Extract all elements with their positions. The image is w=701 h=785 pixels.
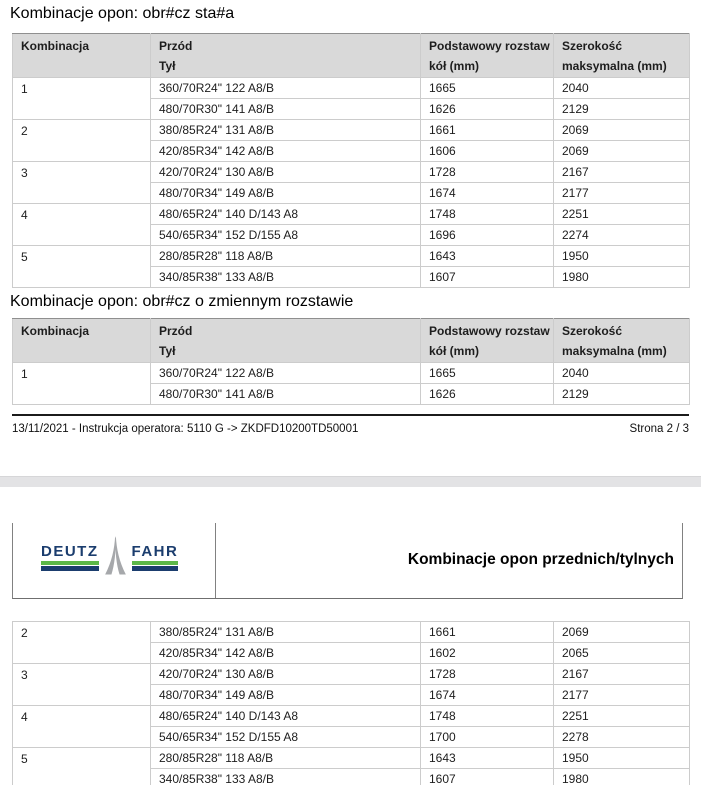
combination-cell: 3 <box>13 162 151 204</box>
width-cell: 2167 <box>554 664 690 685</box>
width-cell: 2251 <box>554 204 690 225</box>
tire-cell: 340/85R38" 133 A8/B <box>151 769 421 785</box>
tire-cell: 420/85R34" 142 A8/B <box>151 643 421 664</box>
width-cell: 2129 <box>554 99 690 120</box>
track-cell: 1606 <box>421 141 554 162</box>
column-header-track: Podstawowy rozstaw kół (mm) <box>421 319 554 363</box>
track-cell: 1748 <box>421 204 554 225</box>
combination-cell: 1 <box>13 363 151 405</box>
logo-word-fahr: FAHR <box>132 544 179 571</box>
tire-cell: 480/65R24" 140 D/143 A8 <box>151 204 421 225</box>
table-row <box>13 622 690 643</box>
page2-title: Kombinacje opon przednich/tylnych <box>407 551 674 568</box>
table-header-row <box>13 319 690 363</box>
width-cell: 1980 <box>554 267 690 288</box>
track-cell: 1728 <box>421 162 554 183</box>
footer-divider <box>12 414 689 416</box>
logo-navy-stripe <box>132 566 179 571</box>
section-heading-variable-rim: Kombinacje opon: obr#cz o zmiennym rozstawie <box>10 293 354 310</box>
column-header-track: Podstawowy rozstaw kół (mm) <box>421 34 554 78</box>
width-cell: 2065 <box>554 643 690 664</box>
tire-cell: 420/70R24" 130 A8/B <box>151 162 421 183</box>
tire-cell: 540/65R34" 152 D/155 A8 <box>151 225 421 246</box>
tire-cell: 480/70R34" 149 A8/B <box>151 685 421 706</box>
column-header-max-width: Szerokość maksymalna (mm) <box>554 319 690 363</box>
tire-cell: 380/85R24" 131 A8/B <box>151 622 421 643</box>
width-cell: 2274 <box>554 225 690 246</box>
width-cell: 2278 <box>554 727 690 748</box>
continuation-table <box>12 621 690 785</box>
track-cell: 1626 <box>421 99 554 120</box>
table-header <box>13 319 690 363</box>
track-cell: 1643 <box>421 246 554 267</box>
track-cell: 1665 <box>421 363 554 384</box>
table-header <box>13 34 690 78</box>
column-header-front-rear: Przód Tył <box>151 34 421 78</box>
logo-green-stripe <box>132 561 179 565</box>
track-cell: 1626 <box>421 384 554 405</box>
logo-word-deutz: DEUTZ <box>41 544 99 571</box>
track-cell: 1696 <box>421 225 554 246</box>
table-row <box>13 706 690 727</box>
tire-cell: 540/65R34" 152 D/155 A8 <box>151 727 421 748</box>
tire-cell: 480/65R24" 140 D/143 A8 <box>151 706 421 727</box>
table-row <box>13 204 690 225</box>
combination-cell: 3 <box>13 664 151 706</box>
page-separator-band <box>0 476 701 487</box>
tire-cell: 480/70R30" 141 A8/B <box>151 99 421 120</box>
track-cell: 1674 <box>421 183 554 204</box>
track-cell: 1607 <box>421 267 554 288</box>
combination-cell: 2 <box>13 120 151 162</box>
table-row <box>13 363 690 384</box>
tire-cell: 280/85R28" 118 A8/B <box>151 748 421 769</box>
combination-cell: 5 <box>13 748 151 785</box>
width-cell: 2167 <box>554 162 690 183</box>
track-cell: 1674 <box>421 685 554 706</box>
tire-cell: 480/70R34" 149 A8/B <box>151 183 421 204</box>
track-cell: 1700 <box>421 727 554 748</box>
combination-cell: 1 <box>13 78 151 120</box>
width-cell: 2129 <box>554 384 690 405</box>
page-title: Kombinacje opon: obr#cz sta#a <box>10 5 235 22</box>
column-header-front-rear: Przód Tył <box>151 319 421 363</box>
width-cell: 1980 <box>554 769 690 785</box>
track-cell: 1661 <box>421 120 554 141</box>
footer-document-info: 13/11/2021 - Instrukcja operatora: 5110 G -> ZKDFD10200TD50001 <box>12 423 359 435</box>
table-header-row <box>13 34 690 78</box>
table-row <box>13 78 690 99</box>
logo-green-stripe <box>41 561 99 565</box>
column-header-combination: Kombinacja <box>13 319 151 363</box>
logo-navy-stripe <box>41 566 99 571</box>
table-row <box>13 664 690 685</box>
page2-header-box <box>12 523 683 599</box>
width-cell: 2069 <box>554 622 690 643</box>
combination-cell: 4 <box>13 706 151 748</box>
width-cell: 2177 <box>554 183 690 204</box>
combination-cell: 5 <box>13 246 151 288</box>
column-header-max-width: Szerokość maksymalna (mm) <box>554 34 690 78</box>
tire-cell: 360/70R24" 122 A8/B <box>151 363 421 384</box>
track-cell: 1602 <box>421 643 554 664</box>
width-cell: 2040 <box>554 363 690 384</box>
table-row <box>13 748 690 769</box>
tire-cell: 280/85R28" 118 A8/B <box>151 246 421 267</box>
width-cell: 2040 <box>554 78 690 99</box>
footer-page-number: Strona 2 / 3 <box>629 423 689 435</box>
track-cell: 1661 <box>421 622 554 643</box>
tire-cell: 420/70R24" 130 A8/B <box>151 664 421 685</box>
combination-cell: 2 <box>13 622 151 664</box>
header-cell-divider <box>215 523 216 598</box>
track-cell: 1643 <box>421 748 554 769</box>
width-cell: 2069 <box>554 141 690 162</box>
width-cell: 1950 <box>554 246 690 267</box>
tire-cell: 360/70R24" 122 A8/B <box>151 78 421 99</box>
table-row <box>13 120 690 141</box>
combination-cell: 4 <box>13 204 151 246</box>
tire-cell: 340/85R38" 133 A8/B <box>151 267 421 288</box>
width-cell: 2177 <box>554 685 690 706</box>
variable-rim-table <box>12 318 690 405</box>
width-cell: 2251 <box>554 706 690 727</box>
track-cell: 1728 <box>421 664 554 685</box>
table-row <box>13 162 690 183</box>
deutz-fahr-arrow-icon <box>102 533 129 579</box>
fixed-rim-table <box>12 33 690 288</box>
deutz-fahr-logo <box>41 536 178 579</box>
track-cell: 1607 <box>421 769 554 785</box>
column-header-combination: Kombinacja <box>13 34 151 78</box>
width-cell: 2069 <box>554 120 690 141</box>
table-row <box>13 246 690 267</box>
tire-cell: 420/85R34" 142 A8/B <box>151 141 421 162</box>
track-cell: 1748 <box>421 706 554 727</box>
tire-cell: 480/70R30" 141 A8/B <box>151 384 421 405</box>
tire-cell: 380/85R24" 131 A8/B <box>151 120 421 141</box>
track-cell: 1665 <box>421 78 554 99</box>
width-cell: 1950 <box>554 748 690 769</box>
